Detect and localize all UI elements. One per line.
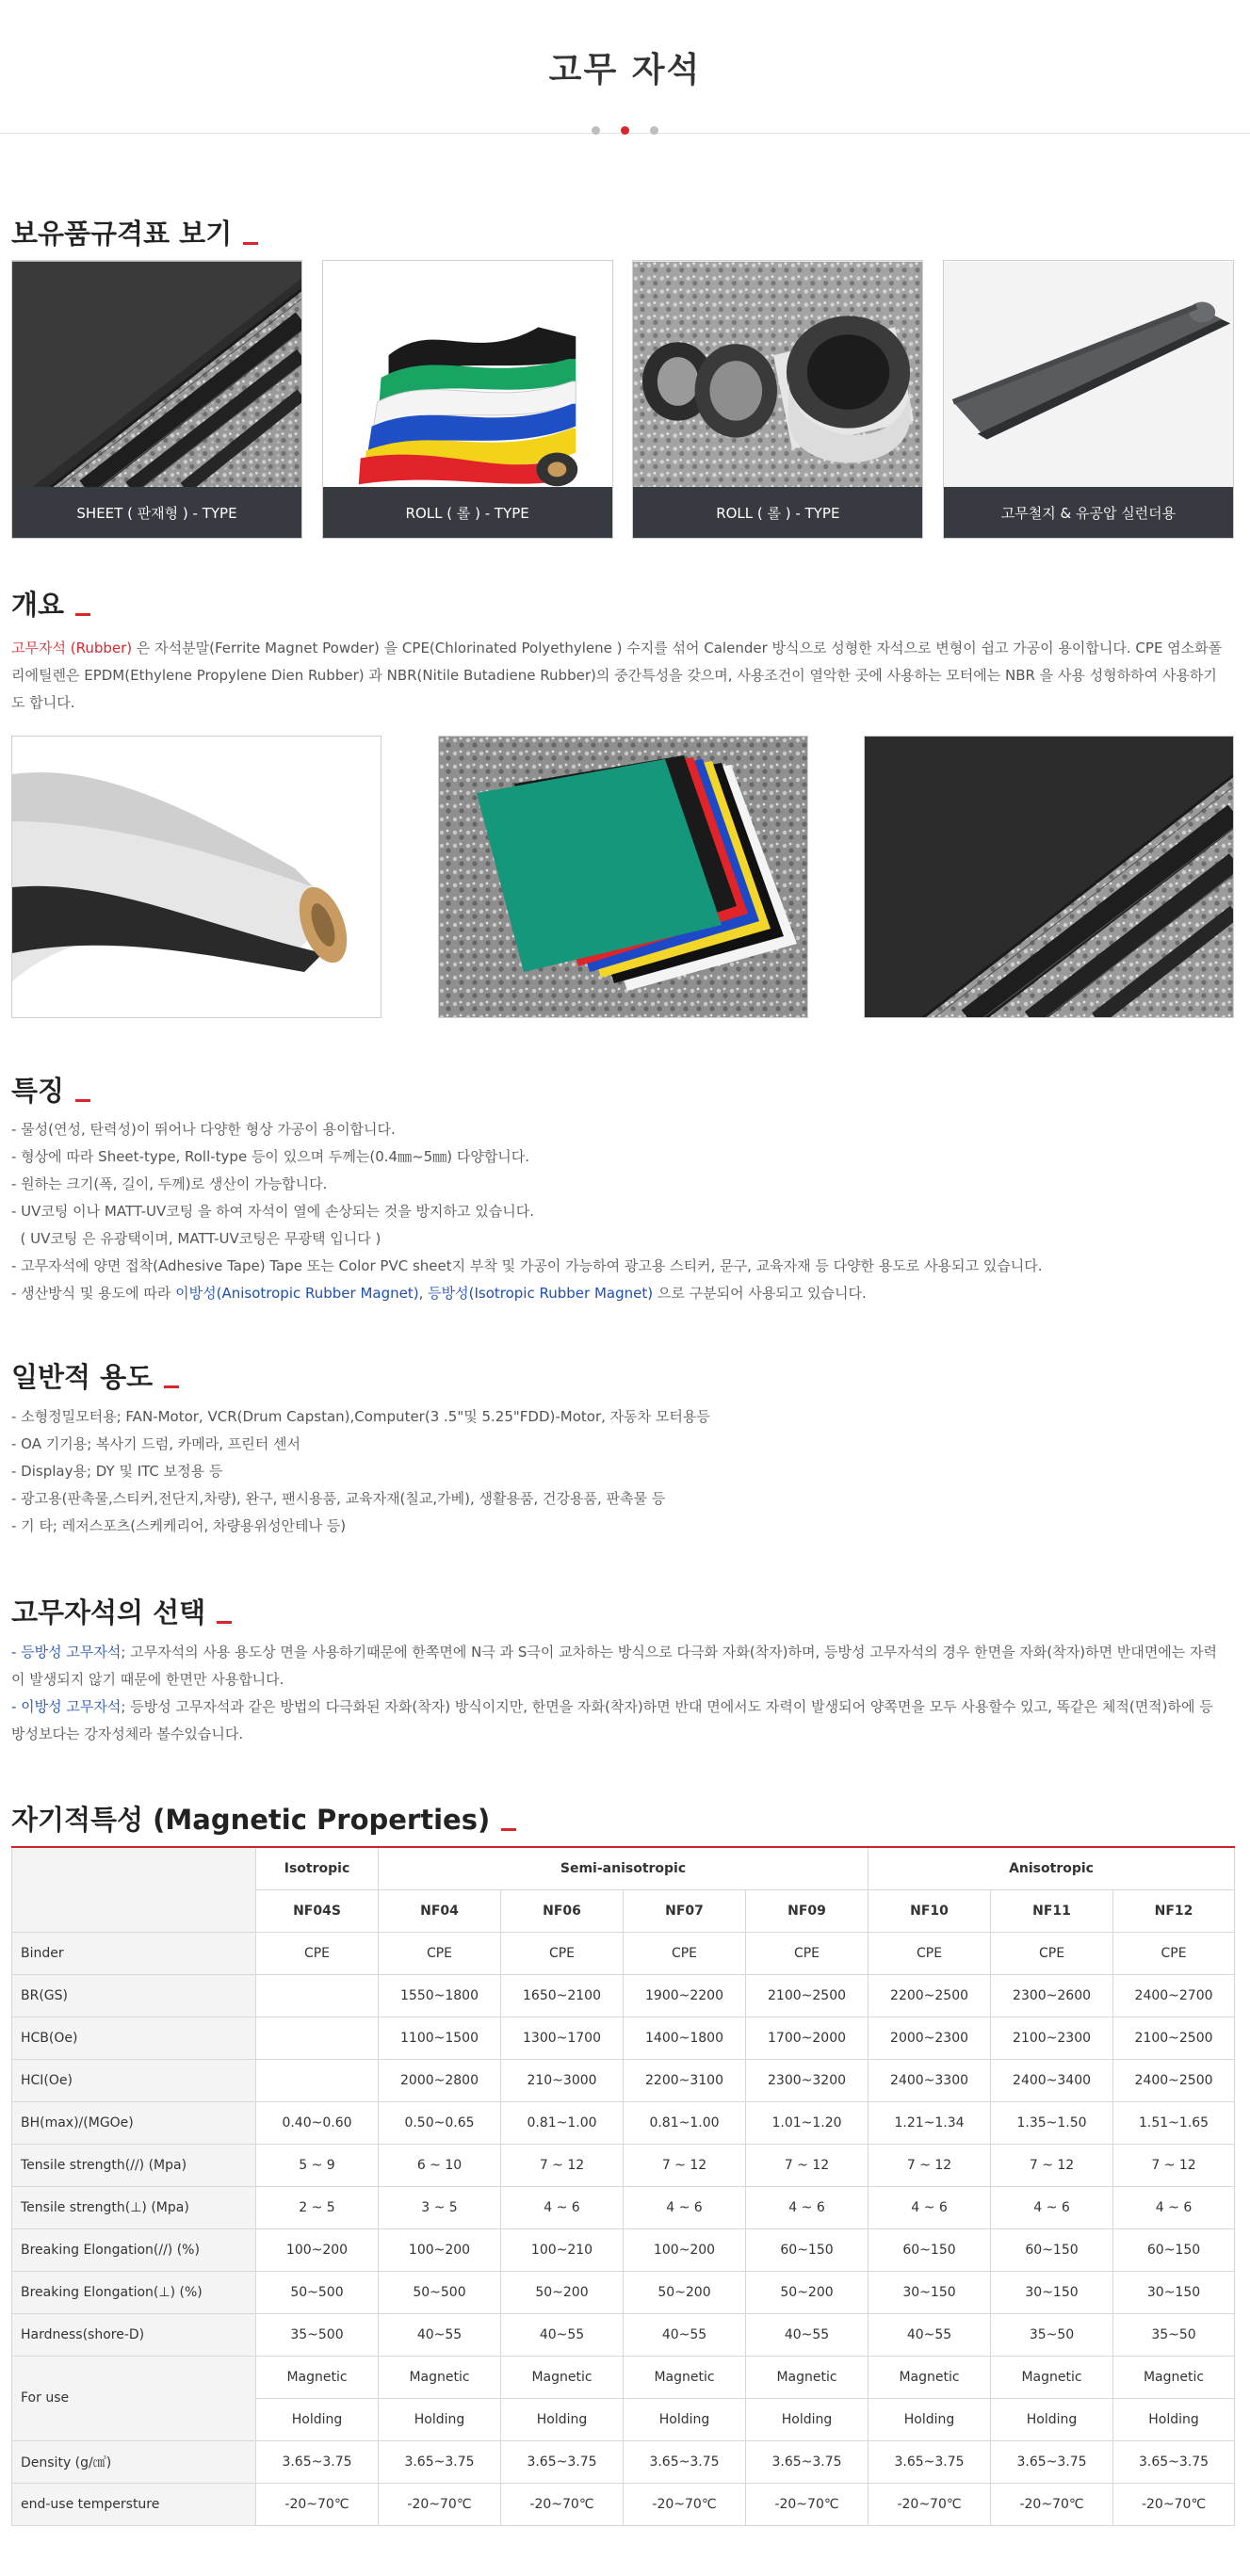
table-row <box>12 2059 1235 2101</box>
table-cell: 7 ~ 12 <box>624 2144 746 2186</box>
section-title-overview: 개요 <box>11 584 90 623</box>
table-cell: 4 ~ 6 <box>1113 2186 1235 2228</box>
product-card[interactable] <box>322 260 613 539</box>
table-cell: 2400~3400 <box>991 2059 1113 2101</box>
table-cell: 0.50~0.65 <box>379 2101 501 2144</box>
selection-body: ; 등방성 고무자석과 같은 방법의 다극화된 자화(착자) 방식이지만, 한면을 자화(착자)하면 반대 면에서도 자력이 발생되어 양쪽면을 모두 사용할수 있고, 똑같은 체적(면적)하에 등방성보다는 강자성체라 볼수있습니다. <box>11 1698 1213 1742</box>
usage-item: - 소형정밀모터용; FAN-Motor, VCR(Drum Capstan),Computer(3 .5"및 5.25"FDD)-Motor, 자동차 모터용등 <box>11 1408 710 1425</box>
product-grid <box>11 260 1234 539</box>
table-cell: 6 ~ 10 <box>379 2144 501 2186</box>
table-cell: 40~55 <box>746 2313 869 2356</box>
table-cell: 4 ~ 6 <box>501 2186 624 2228</box>
table-cell: -20~70℃ <box>256 2483 379 2525</box>
selection-label: - 이방성 고무자석 <box>11 1698 122 1715</box>
slide-indicator <box>0 126 1250 135</box>
table-cell: 2100~2500 <box>746 1974 869 2017</box>
table-cell: 5 ~ 9 <box>256 2144 379 2186</box>
table-cell: CPE <box>1113 1932 1235 1974</box>
selection-text <box>11 1639 1226 1748</box>
table-cell: 60~150 <box>1113 2228 1235 2271</box>
title-accent-mark <box>164 1385 179 1388</box>
isotropic-term: 등방성(Isotropic Rubber Magnet) <box>428 1285 654 1302</box>
table-cell: CPE <box>379 1932 501 1974</box>
table-cell: 2300~3200 <box>746 2059 869 2101</box>
usage-list <box>11 1403 1226 1540</box>
title-accent-mark <box>75 1099 90 1102</box>
table-cell: Holding <box>379 2398 501 2440</box>
table-cell: 35~500 <box>256 2313 379 2356</box>
table-cell: 4 ~ 6 <box>869 2186 991 2228</box>
table-cell: 1300~1700 <box>501 2017 624 2059</box>
row-label: Binder <box>12 1932 256 1974</box>
indicator-dot[interactable] <box>592 126 600 135</box>
usage-item: - OA 기기용; 복사기 드럼, 카메라, 프린터 센서 <box>11 1435 301 1452</box>
table-row <box>12 2228 1235 2271</box>
feature-separator: , <box>418 1285 429 1302</box>
table-cell: 2200~2500 <box>869 1974 991 2017</box>
selection-item-anisotropic <box>11 1693 1226 1748</box>
table-cell: 3.65~3.75 <box>869 2440 991 2483</box>
table-cell: 60~150 <box>869 2228 991 2271</box>
table-cell: 2 ~ 5 <box>256 2186 379 2228</box>
page-header <box>0 0 1250 134</box>
table-cell: 50~200 <box>746 2271 869 2313</box>
product-card[interactable] <box>943 260 1234 539</box>
table-cell: CPE <box>624 1932 746 1974</box>
table-cell <box>256 2017 379 2059</box>
usage-item: - 기 타; 레저스포츠(스케케리어, 차량용위성안테나 등) <box>11 1517 347 1534</box>
product-card[interactable] <box>11 260 302 539</box>
row-label: Breaking Elongation(//) (%) <box>12 2228 256 2271</box>
table-row <box>12 1974 1235 2017</box>
table-cell: 1700~2000 <box>746 2017 869 2059</box>
indicator-dot[interactable] <box>650 126 658 135</box>
row-label: HCI(Oe) <box>12 2059 256 2101</box>
title-accent-mark <box>243 242 258 245</box>
table-row <box>12 1932 1235 1974</box>
section-title-selection: 고무자석의 선택 <box>11 1592 232 1630</box>
feature-text: 으로 구분되어 사용되고 있습니다. <box>653 1285 867 1302</box>
table-cell: -20~70℃ <box>869 2483 991 2525</box>
row-label: BR(GS) <box>12 1974 256 2017</box>
section-title-magnetic: 자기적특성 (Magnetic Properties) <box>11 1799 516 1838</box>
row-label: Tensile strength(//) (Mpa) <box>12 2144 256 2186</box>
table-cell: Magnetic <box>869 2356 991 2398</box>
table-cell: 100~200 <box>379 2228 501 2271</box>
table-row <box>12 2356 1235 2398</box>
table-row <box>12 2101 1235 2144</box>
table-cell: 30~150 <box>1113 2271 1235 2313</box>
grade-header: NF09 <box>746 1889 869 1932</box>
table-cell: 2400~2700 <box>1113 1974 1235 2017</box>
table-cell: 4 ~ 6 <box>746 2186 869 2228</box>
table-cell: 7 ~ 12 <box>991 2144 1113 2186</box>
feature-text: - 생산방식 및 용도에 따라 <box>11 1285 176 1302</box>
feature-item: - 형상에 따라 Sheet-type, Roll-type 등이 있으며 두께는(0.4㎜~5㎜) 다양합니다. <box>11 1148 530 1165</box>
table-cell: 3.65~3.75 <box>379 2440 501 2483</box>
feature-item <box>11 1280 1226 1307</box>
row-label: Breaking Elongation(⊥) (%) <box>12 2271 256 2313</box>
table-cell: 35~50 <box>991 2313 1113 2356</box>
table-cell: CPE <box>746 1932 869 1974</box>
sheet-image <box>12 261 301 489</box>
table-cell: 50~500 <box>256 2271 379 2313</box>
table-cell: 60~150 <box>746 2228 869 2271</box>
table-cell: 100~210 <box>501 2228 624 2271</box>
table-cell: 2200~3100 <box>624 2059 746 2101</box>
table-cell: 40~55 <box>501 2313 624 2356</box>
table-cell: 40~55 <box>869 2313 991 2356</box>
rubber-roll-image <box>944 261 1233 489</box>
table-cell: -20~70℃ <box>624 2483 746 2525</box>
table-cell: 7 ~ 12 <box>501 2144 624 2186</box>
feature-item: - UV코팅 이나 MATT-UV코팅 을 하여 자석이 열에 손상되는 것을 방지하고 있습니다. <box>11 1203 534 1220</box>
grade-header: NF11 <box>991 1889 1113 1932</box>
page-title: 고무 자석 <box>548 51 702 89</box>
table-row <box>12 2017 1235 2059</box>
overview-highlight: 고무자석 (Rubber) <box>11 640 133 656</box>
table-cell: Magnetic <box>256 2356 379 2398</box>
selection-label: - 등방성 고무자석 <box>11 1644 122 1661</box>
table-row <box>12 2440 1235 2483</box>
product-caption: 고무철지 & 유공압 실런더용 <box>944 487 1233 538</box>
table-cell: 210~3000 <box>501 2059 624 2101</box>
table-cell: 1100~1500 <box>379 2017 501 2059</box>
table-cell: 0.81~1.00 <box>501 2101 624 2144</box>
table-cell: 100~200 <box>624 2228 746 2271</box>
table-cell: -20~70℃ <box>746 2483 869 2525</box>
row-label: Density (g/㎤) <box>12 2440 256 2483</box>
table-corner <box>12 1847 256 1932</box>
row-label: Tensile strength(⊥) (Mpa) <box>12 2186 256 2228</box>
table-cell: 2400~2500 <box>1113 2059 1235 2101</box>
selection-body: ; 고무자석의 사용 용도상 면을 사용하기때문에 한쪽면에 N극 과 S극이 교차하는 방식으로 다극화 자화(착자)하며, 등방성 고무자석의 경우 한면을 자화(착자)하면 반대면에는 자력이 발생되지 않기 때문에 한면만 사용합니다. <box>11 1644 1218 1688</box>
table-cell: 3 ~ 5 <box>379 2186 501 2228</box>
section-title-features: 특징 <box>11 1070 90 1109</box>
table-cell: 35~50 <box>1113 2313 1235 2356</box>
grade-header: NF12 <box>1113 1889 1235 1932</box>
table-cell: 3.65~3.75 <box>256 2440 379 2483</box>
table-cell: Magnetic <box>379 2356 501 2398</box>
table-cell <box>256 2059 379 2101</box>
white-roll-photo <box>11 736 381 1018</box>
table-cell: Magnetic <box>1113 2356 1235 2398</box>
table-cell: Holding <box>991 2398 1113 2440</box>
table-cell: 30~150 <box>991 2271 1113 2313</box>
table-cell: Holding <box>1113 2398 1235 2440</box>
table-cell: 50~500 <box>379 2271 501 2313</box>
table-cell: 7 ~ 12 <box>1113 2144 1235 2186</box>
table-row <box>12 2313 1235 2356</box>
table-cell: Magnetic <box>624 2356 746 2398</box>
feature-item: - 고무자석에 양면 접착(Adhesive Tape) Tape 또는 Color PVC sheet지 부착 및 가공이 가능하여 광고용 스티커, 문구, 교육자재 등 다양한 용도로 사용되고 있습니다. <box>11 1257 1043 1274</box>
table-cell: 50~200 <box>501 2271 624 2313</box>
table-cell: 7 ~ 12 <box>746 2144 869 2186</box>
product-caption: SHEET ( 판재형 ) - TYPE <box>12 487 301 538</box>
table-cell: Holding <box>256 2398 379 2440</box>
grade-header: NF04 <box>379 1889 501 1932</box>
table-cell: 30~150 <box>869 2271 991 2313</box>
table-cell: 0.81~1.00 <box>624 2101 746 2144</box>
group-header-semi-anisotropic: Semi-anisotropic <box>379 1847 869 1889</box>
table-cell: Magnetic <box>991 2356 1113 2398</box>
table-row <box>12 2186 1235 2228</box>
usage-item: - 광고용(판촉물,스티커,전단지,차량), 완구, 팬시용품, 교육자재(칠교,가베), 생활용품, 건강용품, 판촉물 등 <box>11 1490 666 1507</box>
table-cell: 2100~2500 <box>1113 2017 1235 2059</box>
product-caption: ROLL ( 롤 ) - TYPE <box>633 487 922 538</box>
table-cell: -20~70℃ <box>379 2483 501 2525</box>
table-cell: 40~55 <box>624 2313 746 2356</box>
section-title-spec: 보유품규격표 보기 <box>11 213 258 251</box>
table-cell: 3.65~3.75 <box>501 2440 624 2483</box>
colored-sheets-photo <box>438 736 808 1018</box>
grade-header: NF04S <box>256 1889 379 1932</box>
indicator-dot-active[interactable] <box>621 126 629 135</box>
table-row <box>12 2144 1235 2186</box>
table-cell: Holding <box>869 2398 991 2440</box>
table-cell: Holding <box>746 2398 869 2440</box>
feature-item: ( UV코팅 은 유광택이며, MATT-UV코팅은 무광택 입니다 ) <box>11 1230 381 1247</box>
section-title-usage: 일반적 용도 <box>11 1356 179 1395</box>
product-caption: ROLL ( 롤 ) - TYPE <box>323 487 612 538</box>
grade-header: NF06 <box>501 1889 624 1932</box>
table-cell: 3.65~3.75 <box>1113 2440 1235 2483</box>
table-cell: 1.01~1.20 <box>746 2101 869 2144</box>
table-cell: CPE <box>869 1932 991 1974</box>
table-cell: 60~150 <box>991 2228 1113 2271</box>
table-cell: 2400~3300 <box>869 2059 991 2101</box>
table-row <box>12 2483 1235 2525</box>
table-cell: 1.51~1.65 <box>1113 2101 1235 2144</box>
grade-header: NF07 <box>624 1889 746 1932</box>
overview-body: 은 자석분말(Ferrite Magnet Powder) 을 CPE(Chlorinated Polyethylene ) 수지를 섞어 Calender 방식으로 성형한 자석으로 변형이 쉽고 가공이 용이합니다. CPE 염소화폴리에틸렌은 EPDM(Ethylene Propylene Dien Rubber) 과 NBR(Nitile Butadiene Rubber)의 중간특성을 갖으며, 사용조건이 열악한 곳에 사용하는 모터에는 NBR 을 사용 성형하하여 사용하기도 합니다. <box>11 640 1223 711</box>
row-label: Hardness(shore-D) <box>12 2313 256 2356</box>
table-cell: 2100~2300 <box>991 2017 1113 2059</box>
table-cell <box>256 1974 379 2017</box>
selection-item-isotropic <box>11 1639 1226 1693</box>
table-cell: 3.65~3.75 <box>746 2440 869 2483</box>
table-cell: 3.65~3.75 <box>991 2440 1113 2483</box>
title-accent-mark <box>217 1621 232 1624</box>
overview-photo-row <box>11 736 1234 1018</box>
table-cell: 3.65~3.75 <box>624 2440 746 2483</box>
table-cell: 2000~2300 <box>869 2017 991 2059</box>
table-cell: 0.40~0.60 <box>256 2101 379 2144</box>
table-cell: 2000~2800 <box>379 2059 501 2101</box>
table-cell: 4 ~ 6 <box>991 2186 1113 2228</box>
black-sheets-photo <box>864 736 1234 1018</box>
overview-text <box>11 635 1226 717</box>
grade-header: NF10 <box>869 1889 991 1932</box>
table-cell: 1.21~1.34 <box>869 2101 991 2144</box>
table-cell: 50~200 <box>624 2271 746 2313</box>
table-cell: CPE <box>256 1932 379 1974</box>
table-cell: 4 ~ 6 <box>624 2186 746 2228</box>
gray-roll-image <box>633 261 922 489</box>
table-cell: 1.35~1.50 <box>991 2101 1113 2144</box>
table-cell: CPE <box>501 1932 624 1974</box>
table-cell: Magnetic <box>501 2356 624 2398</box>
table-cell: 40~55 <box>379 2313 501 2356</box>
table-cell: 7 ~ 12 <box>869 2144 991 2186</box>
table-cell: 1550~1800 <box>379 1974 501 2017</box>
product-card[interactable] <box>632 260 923 539</box>
row-label: end-use tempersture <box>12 2483 256 2525</box>
anisotropic-term: 이방성(Anisotropic Rubber Magnet) <box>175 1285 419 1302</box>
feature-item: - 원하는 크기(폭, 길이, 두께)로 생산이 가능합니다. <box>11 1175 328 1192</box>
table-cell: -20~70℃ <box>1113 2483 1235 2525</box>
group-header-isotropic: Isotropic <box>256 1847 379 1889</box>
table-cell: 1650~2100 <box>501 1974 624 2017</box>
features-list <box>11 1116 1226 1307</box>
table-row <box>12 2271 1235 2313</box>
title-accent-mark <box>75 613 90 616</box>
table-cell: 100~200 <box>256 2228 379 2271</box>
table-cell: Holding <box>501 2398 624 2440</box>
table-cell: -20~70℃ <box>501 2483 624 2525</box>
table-cell: Magnetic <box>746 2356 869 2398</box>
usage-item: - Display용; DY 및 ITC 보정용 등 <box>11 1463 223 1480</box>
color-roll-image <box>323 261 612 489</box>
group-header-anisotropic: Anisotropic <box>869 1847 1235 1889</box>
table-cell: 1400~1800 <box>624 2017 746 2059</box>
row-label: HCB(Oe) <box>12 2017 256 2059</box>
title-accent-mark <box>501 1828 516 1831</box>
table-cell: Holding <box>624 2398 746 2440</box>
magnetic-properties-table <box>11 1846 1234 2526</box>
row-label: BH(max)/(MGOe) <box>12 2101 256 2144</box>
row-label: For use <box>12 2356 256 2440</box>
table-cell: -20~70℃ <box>991 2483 1113 2525</box>
feature-item: - 물성(연성, 탄력성)이 뛰어나 다양한 형상 가공이 용이합니다. <box>11 1121 396 1138</box>
table-body <box>12 1932 1235 2525</box>
table-cell: 2300~2600 <box>991 1974 1113 2017</box>
table-cell: 1900~2200 <box>624 1974 746 2017</box>
table-cell: CPE <box>991 1932 1113 1974</box>
